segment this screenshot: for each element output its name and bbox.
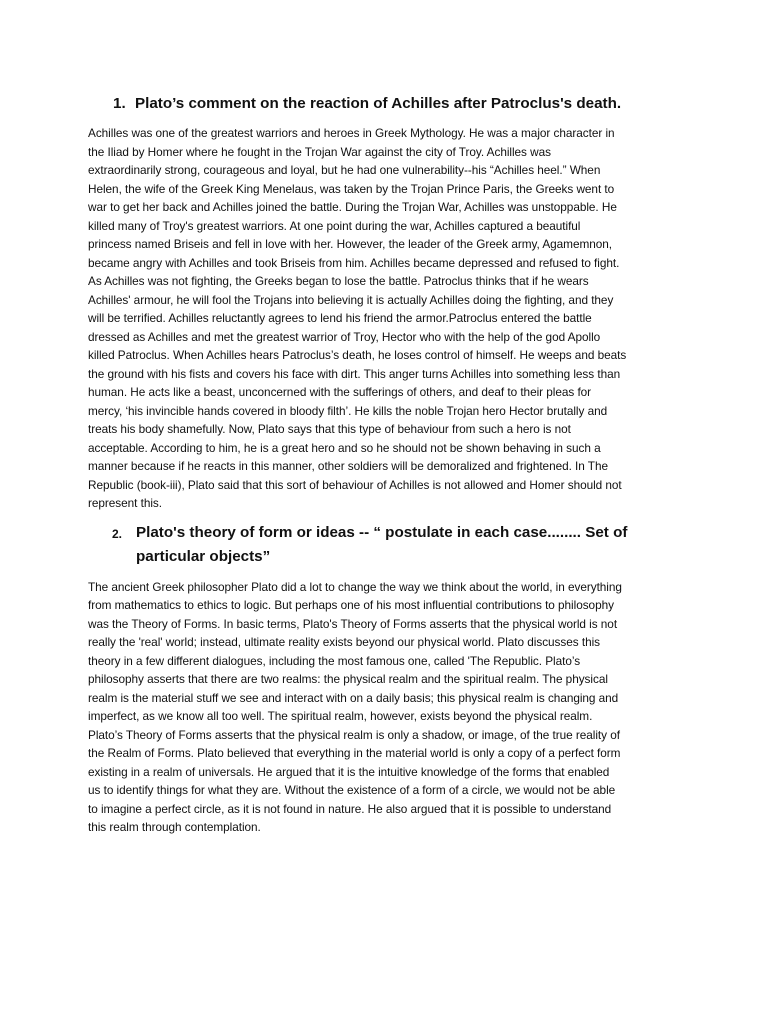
section-1-title: Plato’s comment on the reaction of Achilles after Patroclus's death. (135, 95, 622, 112)
section-1-number: 1. (113, 95, 126, 112)
section-1-heading (113, 92, 678, 116)
section-2-paragraph: The ancient Greek philosopher Plato did a lot to change the way we think about the world, in everything from mathematics to ethics to logic. But perhaps one of his most influential contributions to philosophy was the Theory of Forms. In basic terms, Plato's Theory of Forms asserts that the physical world is not really the 'real' world; instead, ultimate reality exists beyond our physical world. Plato discusses this theory in a few different dialogues, including the most famous one, called 'The Republic. Plato’s philosophy asserts that there are two realms: the physical realm and the spiritual realm. The physical realm is the material stuff we see and interact with on a daily basis; this physical realm is changing and imperfect, as we know all too well. The spiritual realm, however, exists beyond the physical realm. Plato’s Theory of Forms asserts that the physical realm is only a shadow, or image, of the true reality of the Realm of Forms. Plato believed that everything in the material world is only a copy of a perfect form existing in a realm of universals. He argued that it is the intuitive knowledge of the forms that enabled us to identify things for what they are. Without the existence of a form of a circle, we would not be able to imagine a perfect circle, as it is not found in nature. He also argued that it is possible to understand this realm through contemplation. (88, 579, 622, 834)
document-page (88, 92, 678, 837)
section-2-number: 2. (112, 526, 123, 541)
section-2-title: Plato's theory of form or ideas -- “ postulate in each case........ Set of particular objects” (136, 523, 628, 565)
section-1-paragraph: Achilles was one of the greatest warriors and heroes in Greek Mythology. He was a major character in the Iliad by Homer where he fought in the Trojan War against the city of Troy. Achilles was extraordinarily strong, courageous and loyal, but he had one vulnerability--his “Achilles heel.” When Helen, the wife of the Greek King Menelaus, was taken by the Trojan Prince Paris, the Greeks went to war to get her back and Achilles joined the battle. During the Trojan War, Achilles was unstoppable. He killed many of Troy's greatest warriors. At one point during the war, Achilles captured a beautiful princess named Briseis and fell in love with her. However, the leader of the Greek army, Agamemnon, became angry with Achilles and took Briseis from him. Achilles became depressed and refused to fight. As Achilles was not fighting, the Greeks began to lose the battle. Patroclus thinks that if he wears Achilles' armour, he will fool the Trojans into believing it is actually Achilles doing the fighting, and they will be terrified. Achilles reluctantly agrees to lend his friend the armor.Patroclus entered the battle dressed as Achilles and met the greatest warrior of Troy, Hector who with the help of the god Apollo killed Patroclus. When Achilles hears Patroclus’s death, he loses control of himself. He weeps and beats the ground with his fists and covers his face with dirt. This anger turns Achilles into something less than human. He acts like a beast, unconcerned with the sufferings of others, and deaf to their pleas for mercy, ‘his invincible hands covered in bloody filth’. He kills the noble Trojan hero Hector brutally and treats his body shamefully. Now, Plato says that this type of behaviour from such a hero is not acceptable. According to him, he is a great hero and so he should not be shown behaving in such a manner because if he reacts in this manner, other soldiers will be demoralized and frightened. In The Republic (book-iii), Plato said that this sort of behaviour of Achilles is not allowed and Homer should not represent this. (88, 126, 627, 510)
section-2-heading (112, 521, 678, 569)
